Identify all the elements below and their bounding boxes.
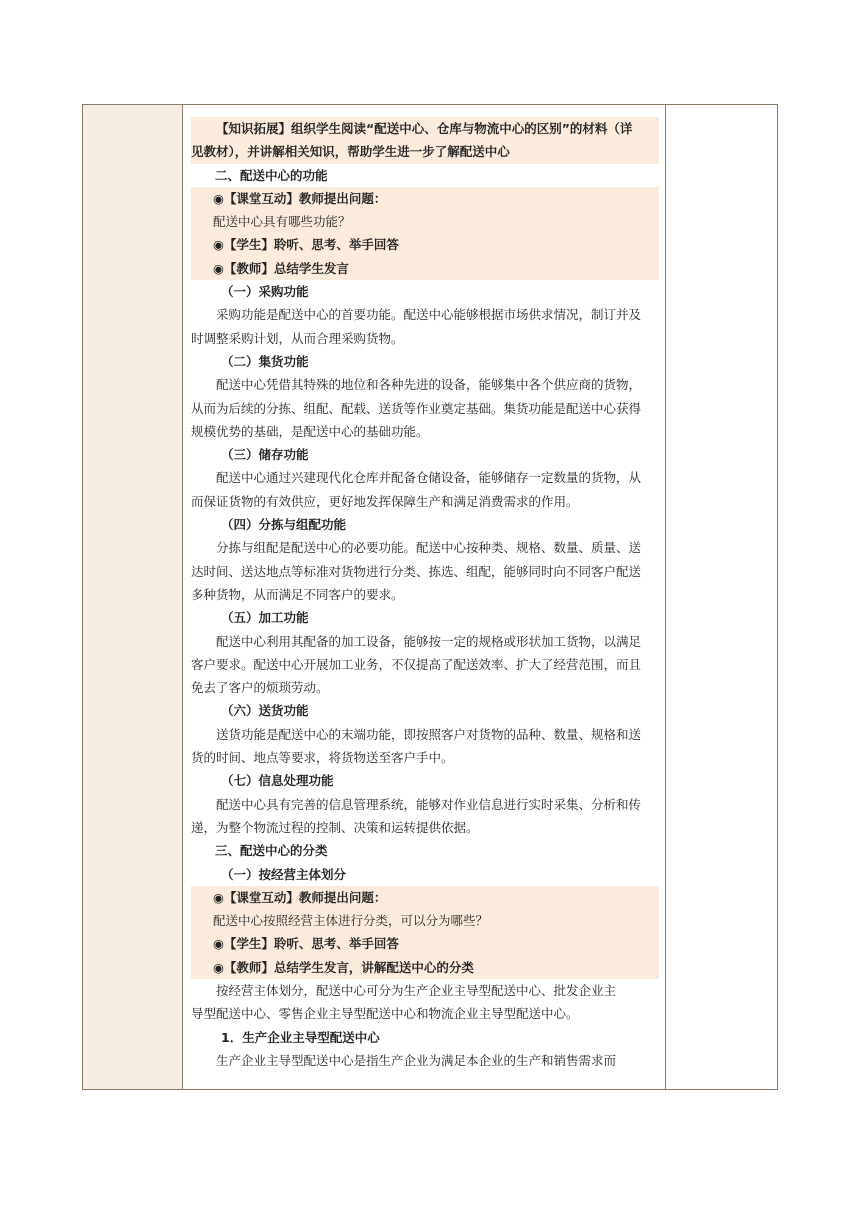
- section-2-interaction-block: [191, 187, 659, 280]
- paragraph-line: 从而为后续的分拣、组配、配载、送货等作业奠定基础。集货功能是配送中心获得: [191, 400, 642, 416]
- section-3-heading: 三、配送中心的分类: [215, 843, 328, 859]
- paragraph-line: 而保证货物的有效供应，更好地发挥保障生产和满足消费需求的作用。: [191, 493, 579, 509]
- paragraph-line: 配送中心具有完善的信息管理系统，能够对作业信息进行实时采集、分析和传: [216, 796, 642, 812]
- interaction-question: 配送中心具有哪些功能？: [213, 214, 351, 230]
- paragraph-line: 生产企业主导型配送中心是指生产企业为满足本企业的生产和销售需求而: [216, 1052, 617, 1068]
- teacher-activity: ◉【教师】总结学生发言: [213, 260, 349, 276]
- paragraph-line: 送货功能是配送中心的末端功能，即按照客户对货物的品种、数量、规格和送: [216, 726, 642, 742]
- knowledge-expansion-block: [191, 117, 659, 164]
- student-activity: ◉【学生】聆听、思考、举手回答: [213, 237, 399, 253]
- paragraph-line: 多种货物，从而满足不同客户的要求。: [191, 586, 404, 602]
- paragraph-line: 规模优势的基础，是配送中心的基础功能。: [191, 423, 429, 439]
- teacher-activity: ◉【教师】总结学生发言，讲解配送中心的分类: [213, 959, 474, 975]
- interaction-question-label: ◉【课堂互动】教师提出问题：: [213, 190, 387, 206]
- knowledge-line-2: 见教材），并讲解相关知识，帮助学生进一步了解配送中心: [191, 144, 510, 160]
- function-2-title: （二）集货功能: [221, 353, 309, 369]
- function-1-title: （一）采购功能: [221, 284, 309, 300]
- paragraph-line: 配送中心通过兴建现代化仓库并配备仓储设备，能够储存一定数量的货物，从: [216, 470, 642, 486]
- function-4-title: （四）分拣与组配功能: [221, 517, 347, 533]
- classification-1-title: （一）按经营主体划分: [221, 866, 347, 882]
- function-6-title: （六）送货功能: [221, 703, 309, 719]
- table-right-column: [665, 105, 777, 1089]
- lesson-table: [82, 104, 778, 1090]
- paragraph-line: 配送中心利用其配备的加工设备，能够按一定的规格或形状加工货物，以满足: [216, 633, 642, 649]
- paragraph-line: 分拣与组配是配送中心的必要功能。配送中心按种类、规格、数量、质量、送: [216, 540, 642, 556]
- interaction-question: 配送中心按照经营主体进行分类，可以分为哪些？: [213, 913, 489, 929]
- paragraph-line: 配送中心凭借其特殊的地位和各种先进的设备，能够集中各个供应商的货物，: [216, 377, 642, 393]
- paragraph-line: 采购功能是配送中心的首要功能。配送中心能够根据市场供求情况，制订并及: [216, 307, 642, 323]
- interaction-question-label: ◉【课堂互动】教师提出问题：: [213, 889, 387, 905]
- paragraph-line: 按经营主体划分，配送中心可分为生产企业主导型配送中心、批发企业主: [216, 982, 617, 998]
- student-activity: ◉【学生】聆听、思考、举手回答: [213, 936, 399, 952]
- paragraph-line: 达时间、送达地点等标准对货物进行分类、拣选、组配，能够同时向不同客户配送: [191, 563, 642, 579]
- section-3-interaction-block: [191, 886, 659, 979]
- subtype-1-title: 1．生产企业主导型配送中心: [221, 1029, 380, 1045]
- function-5-title: （五）加工功能: [221, 610, 309, 626]
- lesson-content: [191, 117, 659, 1072]
- paragraph-line: 免去了客户的烦琐劳动。: [191, 680, 329, 696]
- knowledge-line-1: 【知识拓展】组织学生阅读“配送中心、仓库与物流中心的区别”的材料（详: [216, 121, 633, 136]
- paragraph-line: 导型配送中心、零售企业主导型配送中心和物流企业主导型配送中心。: [191, 1006, 579, 1022]
- function-7-title: （七）信息处理功能: [221, 773, 334, 789]
- paragraph-line: 货的时间、地点等要求，将货物送至客户手中。: [191, 750, 454, 766]
- section-2-heading: 二、配送中心的功能: [215, 167, 328, 183]
- paragraph-line: 时调整采购计划，从而合理采购货物。: [191, 330, 404, 346]
- paragraph-line: 客户要求。配送中心开展加工业务，不仅提高了配送效率、扩大了经营范围，而且: [191, 656, 642, 672]
- paragraph-line: 递，为整个物流过程的控制、决策和运转提供依据。: [191, 819, 479, 835]
- function-3-title: （三）储存功能: [221, 447, 309, 463]
- table-left-column: [83, 105, 183, 1089]
